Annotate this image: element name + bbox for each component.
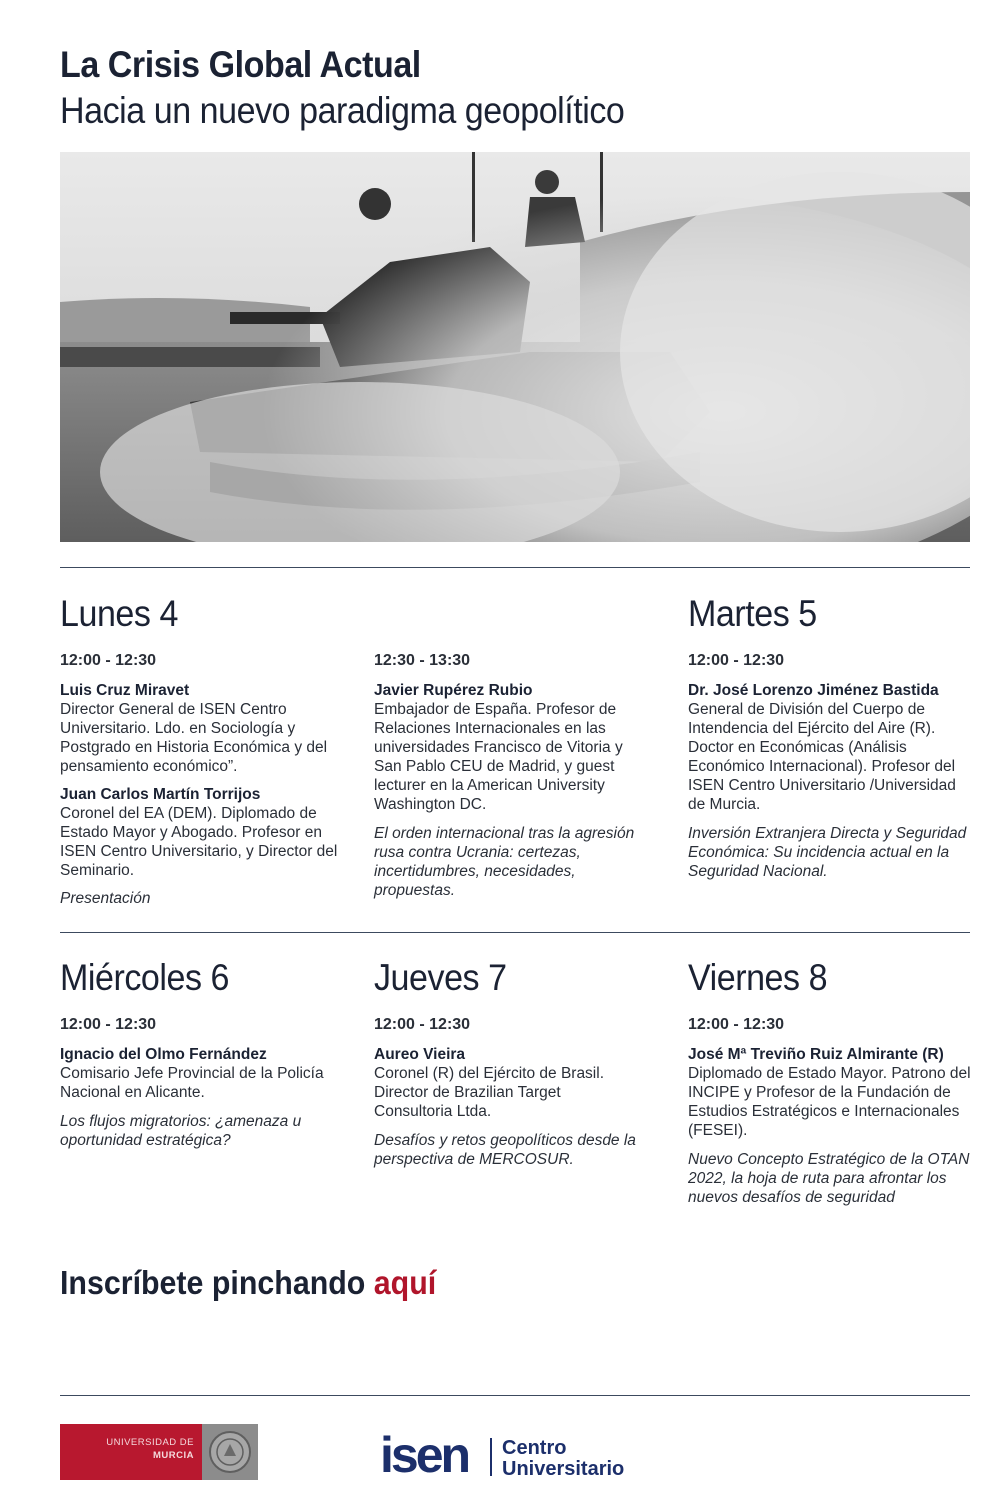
speaker-name: Luis Cruz Miravet [60,682,190,699]
session-time: 12:00 - 12:30 [60,652,157,669]
day-heading-viernes: Viernes 8 [688,957,828,998]
session-lunes-2 [374,651,649,900]
session-time: 12:00 - 12:30 [688,1016,785,1033]
speaker-desc: General de División del Cuerpo de Intendencia del Ejército del Aire (R). Doctor en Económicas (Análisis Económico Internacional). Profesor del ISEN Centro Universitario /Universidad de Murcia. [688,701,956,813]
speaker-desc: Comisario Jefe Provincial de la Policía Nacional en Alicante. [60,1065,324,1101]
session-viernes-1 [688,1015,973,1207]
day-heading-miercoles: Miércoles 6 [60,957,229,998]
day-heading-martes: Martes 5 [688,593,817,634]
speaker-name: Dr. José Lorenzo Jiménez Bastida [688,682,939,699]
isen-logo-subtitle [502,1438,624,1480]
isen-sub-line1: Centro [502,1437,567,1459]
register-link[interactable]: aquí [373,1264,437,1301]
speaker-desc: Coronel del EA (DEM). Diplomado de Estado Mayor y Abogado. Profesor en ISEN Centro Universitario, y Director del Seminario. [60,805,338,879]
session-martes-1 [688,651,973,881]
um-logo-text [74,1436,194,1462]
session-topic: El orden internacional tras la agresión rusa contra Ucrania: certezas, incertidumbres, necesidades, propuestas. [374,825,635,899]
divider-bottom [60,1395,970,1396]
session-lunes-1 [60,651,350,908]
um-seal-icon [202,1424,258,1480]
register-cta-text: Inscríbete pinchando [60,1264,374,1301]
um-logo-line1: UNIVERSIDAD DE [106,1437,194,1448]
isen-logo-word: isen [380,1427,469,1483]
divider-mid [60,932,970,933]
speaker-desc: Diplomado de Estado Mayor. Patrono del INCIPE y Profesor de la Fundación de Estudios Estratégicos e Internacionales (FESEI). [688,1065,971,1139]
divider-top [60,567,970,568]
speaker-name: José Mª Treviño Ruiz Almirante (R) [688,1046,944,1063]
speaker-name: Javier Rupérez Rubio [374,682,533,699]
session-time: 12:00 - 12:30 [374,1016,471,1033]
speaker-desc: Coronel (R) del Ejército de Brasil. Director de Brazilian Target Consultoria Ltda. [374,1065,605,1120]
speaker-desc: Embajador de España. Profesor de Relaciones Internacionales en las universidades Francisco de Vitoria y San Pablo CEU de Madrid, y guest lecturer en la American University Washington DC. [374,701,623,813]
session-jueves-1 [374,1015,649,1169]
session-topic: Presentación [60,890,151,907]
session-topic: Nuevo Concepto Estratégico de la OTAN 2022, la hoja de ruta para afrontar los nuevos desafíos de seguridad [688,1151,970,1206]
session-time: 12:00 - 12:30 [688,652,785,669]
page-title: La Crisis Global Actual [60,44,421,85]
hero-tank-photo [60,152,970,542]
session-time: 12:00 - 12:30 [60,1016,157,1033]
isen-sub-line2: Universitario [502,1458,625,1480]
isen-logo-divider [490,1438,492,1476]
session-topic: Desafíos y retos geopolíticos desde la perspectiva de MERCOSUR. [374,1132,636,1168]
speaker-name: Ignacio del Olmo Fernández [60,1046,267,1063]
speaker-desc: Director General de ISEN Centro Universitario. Ldo. en Sociología y Postgrado en Historia Económica y del pensamiento económico”. [60,701,328,775]
session-topic: Inversión Extranjera Directa y Seguridad Económica: Su incidencia actual en la Seguridad Nacional. [688,825,967,880]
day-heading-lunes: Lunes 4 [60,593,178,634]
speaker-name: Juan Carlos Martín Torrijos [60,786,261,803]
um-logo-line2: MURCIA [153,1450,194,1461]
session-topic: Los flujos migratorios: ¿amenaza u oportunidad estratégica? [60,1113,302,1149]
session-time: 12:30 - 13:30 [374,652,471,669]
session-miercoles-1 [60,1015,350,1150]
page-subtitle: Hacia un nuevo paradigma geopolítico [60,90,625,131]
universidad-murcia-logo[interactable] [60,1424,258,1480]
speaker-name: Aureo Vieira [374,1046,466,1063]
register-cta [60,1264,436,1302]
day-heading-jueves: Jueves 7 [374,957,507,998]
